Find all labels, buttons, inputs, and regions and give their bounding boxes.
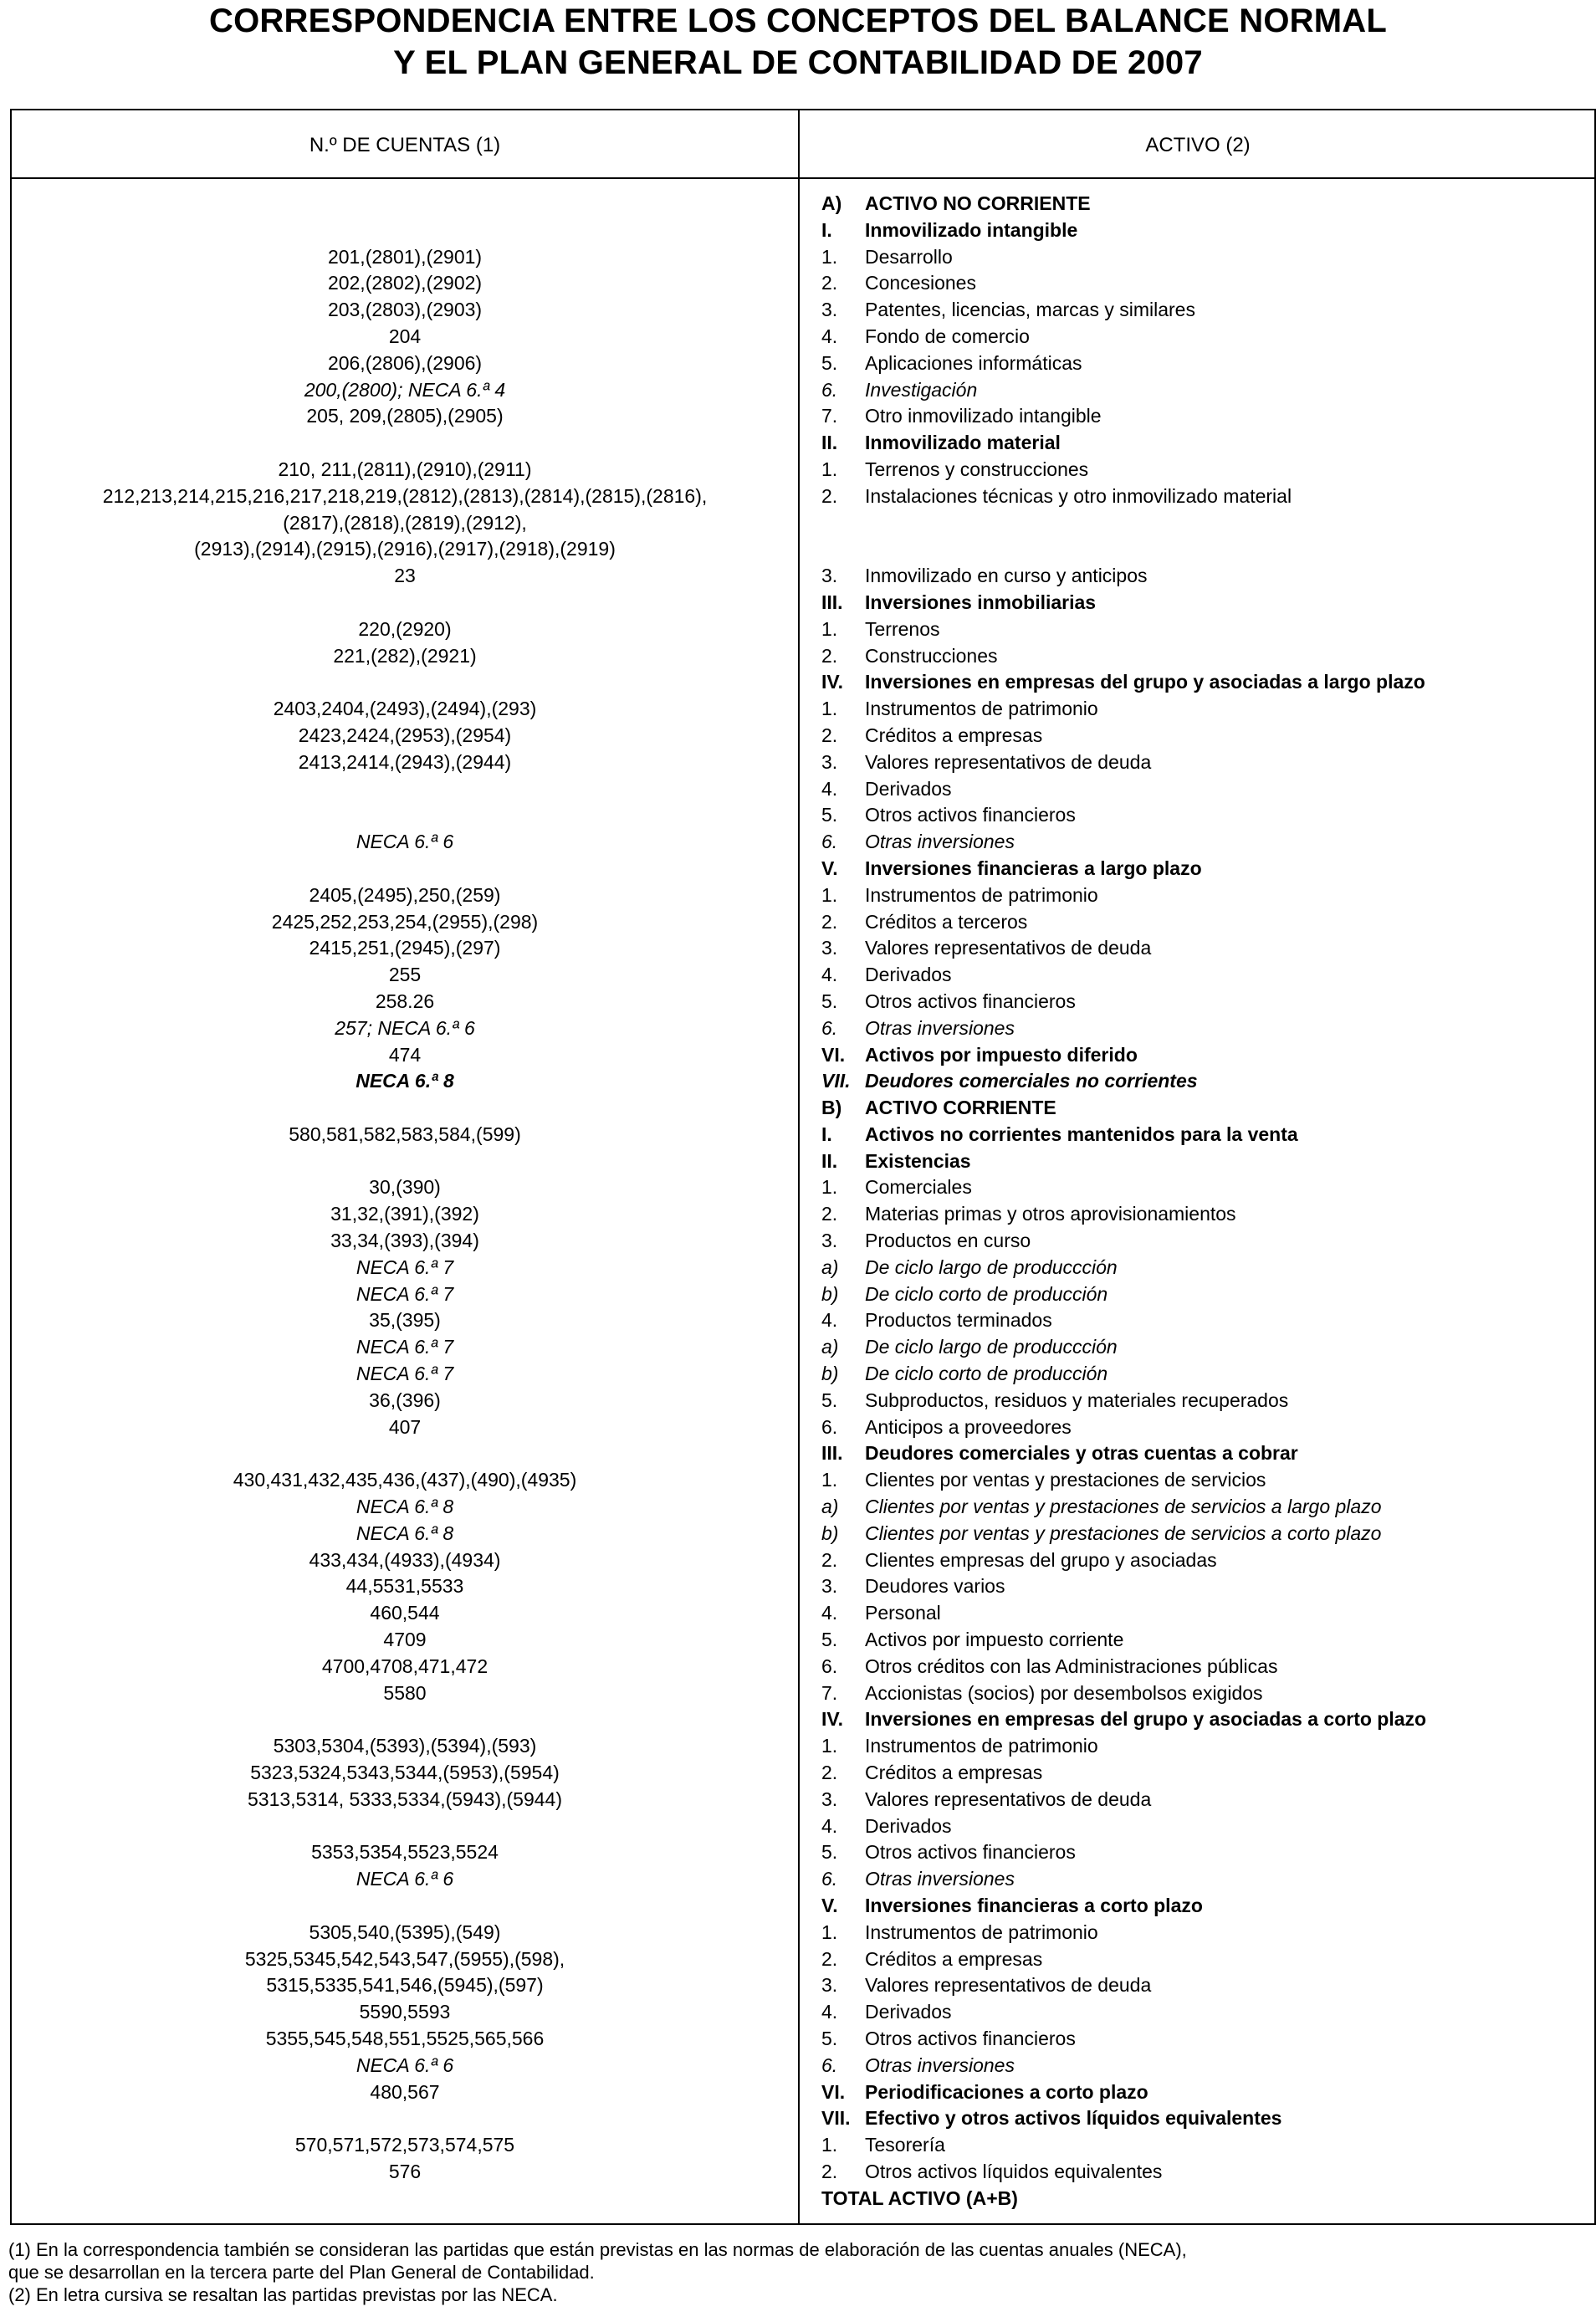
item-label: Terrenos xyxy=(865,617,940,640)
table-row xyxy=(12,2159,1594,2186)
footnote-2: (2) En letra cursiva se resaltan las partidas previstas por las NECA. xyxy=(8,2284,558,2305)
item-label: Créditos a empresas xyxy=(865,1762,1043,1784)
item-label: Otros activos financieros xyxy=(865,1841,1076,1864)
item-number: 1. xyxy=(821,458,838,480)
item-number: 6. xyxy=(821,1016,838,1039)
item-number: B) xyxy=(821,1097,842,1119)
item-label: Otras inversiones xyxy=(865,831,1015,853)
table-header-row xyxy=(12,110,1594,179)
item-label: Deudores varios xyxy=(865,1575,1005,1598)
header-accounts: N.º DE CUENTAS (1) xyxy=(309,134,501,156)
table-row xyxy=(12,1095,1594,1122)
item-number: 4. xyxy=(821,964,838,986)
item-label: Valores representativos de deuda xyxy=(865,1974,1152,1997)
table-row xyxy=(12,1813,1594,1840)
item-number: b) xyxy=(821,1363,839,1385)
table-row xyxy=(12,1999,1594,2026)
item-number: VI. xyxy=(821,2080,846,2103)
item-number: VII. xyxy=(821,2107,851,2130)
footnote-1: (1) En la correspondencia también se consideran las partidas que están previstas en las normas de elaboración de las cuentas anuales (NECA), xyxy=(8,2239,1187,2260)
account-codes: 5590,5593 xyxy=(359,2001,451,2023)
item-number: A) xyxy=(821,192,842,214)
table-row xyxy=(12,1521,1594,1547)
item-label: Deudores comerciales y otras cuentas a cobrar xyxy=(865,1442,1298,1465)
item-label: Clientes por ventas y prestaciones de servicios a corto plazo xyxy=(865,1522,1382,1544)
item-label: Créditos a empresas xyxy=(865,724,1043,746)
account-codes: 210, 211,(2811),(2910),(2911) xyxy=(278,458,532,480)
table-row xyxy=(12,1440,1594,1467)
table-row xyxy=(12,1334,1594,1361)
table-row xyxy=(12,1174,1594,1201)
account-codes: 430,431,432,435,436,(437),(490),(4935) xyxy=(233,1469,577,1491)
account-codes: NECA 6.ª 6 xyxy=(356,831,454,853)
item-label: Otros activos financieros xyxy=(865,804,1076,826)
item-number: 4. xyxy=(821,777,838,800)
item-label: Comerciales xyxy=(865,1176,972,1199)
account-codes: 5313,5314, 5333,5334,(5943),(5944) xyxy=(248,1788,562,1810)
item-number: II. xyxy=(821,1149,838,1172)
table-row xyxy=(12,1627,1594,1654)
item-number: IV. xyxy=(821,671,844,693)
item-label: TOTAL ACTIVO (A+B) xyxy=(821,2186,1018,2209)
item-label: Clientes por ventas y prestaciones de servicios xyxy=(865,1469,1266,1491)
item-label: Valores representativos de deuda xyxy=(865,937,1152,959)
table-row xyxy=(12,1787,1594,1813)
account-codes: NECA 6.ª 7 xyxy=(356,1256,454,1278)
account-codes: (2913),(2914),(2915),(2916),(2917),(2918),(2919) xyxy=(194,538,616,560)
account-codes: 221,(282),(2921) xyxy=(333,644,477,667)
item-label: Otras inversiones xyxy=(865,2053,1015,2076)
item-number: 7. xyxy=(821,1681,838,1704)
item-label: Derivados xyxy=(865,1814,952,1837)
item-number: 5. xyxy=(821,990,838,1012)
item-number: 2. xyxy=(821,2160,838,2182)
table-row xyxy=(12,616,1594,643)
item-number: 3. xyxy=(821,565,838,587)
account-codes: NECA 6.ª 6 xyxy=(356,1868,454,1890)
item-number: 1. xyxy=(821,883,838,906)
account-codes: NECA 6.ª 8 xyxy=(356,1522,454,1544)
table-row xyxy=(12,563,1594,590)
table-row xyxy=(12,457,1594,483)
item-number: 3. xyxy=(821,750,838,773)
table-row xyxy=(12,1388,1594,1414)
table-row xyxy=(12,1255,1594,1281)
account-codes: 2405,(2495),250,(259) xyxy=(309,883,501,906)
account-codes: 258.26 xyxy=(375,990,435,1012)
table-row xyxy=(12,483,1594,510)
item-number: 3. xyxy=(821,1788,838,1810)
account-codes: 2403,2404,(2493),(2494),(293) xyxy=(273,698,537,720)
header-assets: ACTIVO (2) xyxy=(1145,134,1251,156)
item-number: 2. xyxy=(821,1762,838,1784)
account-codes: NECA 6.ª 7 xyxy=(356,1363,454,1385)
item-number: 4. xyxy=(821,1309,838,1332)
table-row xyxy=(12,217,1594,244)
item-label: Inmovilizado material xyxy=(865,432,1061,454)
table-row xyxy=(12,2026,1594,2053)
item-label: ACTIVO CORRIENTE xyxy=(865,1097,1056,1119)
account-codes: NECA 6.ª 8 xyxy=(356,1070,454,1092)
table-row xyxy=(12,1042,1594,1069)
account-codes: 570,571,572,573,574,575 xyxy=(294,2134,515,2156)
item-number: 1. xyxy=(821,245,838,268)
item-number: 1. xyxy=(821,1921,838,1943)
item-label: Patentes, licencias, marcas y similares xyxy=(865,299,1195,321)
item-label: Terrenos y construcciones xyxy=(865,458,1089,480)
item-number: 2. xyxy=(821,910,838,933)
item-label: Activos no corrientes mantenidos para la venta xyxy=(865,1123,1298,1145)
account-codes: 35,(395) xyxy=(369,1309,441,1332)
item-label: De ciclo corto de producción xyxy=(865,1282,1108,1305)
item-label: Materias primas y otros aprovisionamientos xyxy=(865,1203,1236,1225)
table-row xyxy=(12,1839,1594,1866)
table-row xyxy=(12,962,1594,989)
table-row xyxy=(12,696,1594,723)
account-codes: NECA 6.ª 7 xyxy=(356,1282,454,1305)
item-label: Inversiones inmobiliarias xyxy=(865,591,1097,613)
account-codes: 5580 xyxy=(383,1681,427,1704)
table-row xyxy=(12,829,1594,856)
item-number: 4. xyxy=(821,1814,838,1837)
item-label: Fondo de comercio xyxy=(865,325,1030,347)
item-label: ACTIVO NO CORRIENTE xyxy=(865,192,1091,214)
item-number: 4. xyxy=(821,2001,838,2023)
account-codes: 36,(396) xyxy=(369,1389,441,1411)
item-number: I. xyxy=(821,218,832,241)
item-number: 6. xyxy=(821,1868,838,1890)
item-number: 5. xyxy=(821,2027,838,2049)
item-number: 2. xyxy=(821,724,838,746)
item-number: 6. xyxy=(821,1415,838,1438)
item-label: Inversiones financieras a largo plazo xyxy=(865,857,1202,879)
item-label: Tesorería xyxy=(865,2134,945,2156)
table-row xyxy=(12,1866,1594,1893)
item-label: Otros activos financieros xyxy=(865,990,1076,1012)
item-number: 2. xyxy=(821,1203,838,1225)
table-row xyxy=(12,1654,1594,1680)
item-number: 5. xyxy=(821,1389,838,1411)
item-number: 5. xyxy=(821,804,838,826)
account-codes: 5325,5345,542,543,547,(5955),(598), xyxy=(244,1947,565,1970)
account-codes: 23 xyxy=(394,565,416,587)
account-codes: 204 xyxy=(388,325,422,347)
item-label: De ciclo largo de produccción xyxy=(865,1336,1118,1358)
table-row xyxy=(12,776,1594,803)
item-label: Deudores comerciales no corrientes xyxy=(865,1070,1198,1092)
account-codes: 255 xyxy=(388,964,422,986)
table-row xyxy=(12,1467,1594,1494)
item-label: Existencias xyxy=(865,1149,971,1172)
item-label: Clientes por ventas y prestaciones de servicios a largo plazo xyxy=(865,1496,1382,1518)
item-label: Desarrollo xyxy=(865,245,953,268)
account-codes: 5355,545,548,551,5525,565,566 xyxy=(265,2027,545,2049)
item-label: Productos terminados xyxy=(865,1309,1052,1332)
item-number: a) xyxy=(821,1256,839,1278)
item-label: Productos en curso xyxy=(865,1230,1031,1252)
account-codes: 5303,5304,(5393),(5394),(593) xyxy=(273,1735,537,1757)
item-label: Otros créditos con las Administraciones públicas xyxy=(865,1655,1278,1677)
item-number: 1. xyxy=(821,1176,838,1199)
item-label: Otras inversiones xyxy=(865,1016,1015,1039)
item-number: III. xyxy=(821,591,843,613)
item-label: Inversiones en empresas del grupo y asociadas a largo plazo xyxy=(865,671,1425,693)
table-row xyxy=(12,244,1594,271)
table-row xyxy=(12,1972,1594,1999)
table-row xyxy=(12,749,1594,776)
account-codes: 200,(2800); NECA 6.ª 4 xyxy=(304,378,506,401)
item-number: 2. xyxy=(821,644,838,667)
table-row xyxy=(12,1414,1594,1441)
item-number: V. xyxy=(821,1895,838,1916)
item-label: Activos por impuesto diferido xyxy=(865,1043,1138,1066)
table-row xyxy=(12,802,1594,829)
item-label: Valores representativos de deuda xyxy=(865,1788,1152,1810)
table-body xyxy=(12,191,1594,2212)
item-label: Instrumentos de patrimonio xyxy=(865,698,1098,720)
table-row xyxy=(12,909,1594,936)
table-row xyxy=(12,1600,1594,1627)
table-row xyxy=(12,536,1594,563)
item-label: Instrumentos de patrimonio xyxy=(865,883,1098,906)
table-row xyxy=(12,1148,1594,1175)
item-label: Instrumentos de patrimonio xyxy=(865,1735,1098,1757)
account-codes: 30,(390) xyxy=(369,1176,441,1199)
item-number: b) xyxy=(821,1282,839,1305)
item-number: I. xyxy=(821,1123,832,1145)
item-label: Anticipos a proveedores xyxy=(865,1415,1072,1438)
item-number: 2. xyxy=(821,1548,838,1571)
account-codes: 4709 xyxy=(383,1629,427,1651)
item-label: Otras inversiones xyxy=(865,1868,1015,1890)
account-codes: NECA 6.ª 8 xyxy=(356,1496,454,1518)
item-label: Inversiones financieras a corto plazo xyxy=(865,1895,1203,1916)
item-number: 5. xyxy=(821,351,838,374)
table-row xyxy=(12,856,1594,882)
item-number: IV. xyxy=(821,1708,844,1731)
item-label: Inversiones en empresas del grupo y asociadas a corto plazo xyxy=(865,1708,1427,1731)
item-number: 5. xyxy=(821,1629,838,1651)
account-codes: 460,544 xyxy=(370,1602,440,1624)
table-row xyxy=(12,2079,1594,2106)
item-number: 3. xyxy=(821,1230,838,1252)
account-codes: 474 xyxy=(388,1043,422,1066)
table-row xyxy=(12,1547,1594,1574)
item-label: Aplicaciones informáticas xyxy=(865,351,1082,374)
account-codes: 2423,2424,(2953),(2954) xyxy=(298,724,512,746)
item-number: VII. xyxy=(821,1070,851,1092)
table-row xyxy=(12,270,1594,297)
table-row xyxy=(12,2186,1594,2212)
item-number: 3. xyxy=(821,1575,838,1598)
table-row xyxy=(12,1201,1594,1228)
table-row xyxy=(12,1706,1594,1733)
account-codes: 433,434,(4933),(4934) xyxy=(309,1548,501,1571)
table-row xyxy=(12,1893,1594,1920)
account-codes: NECA 6.ª 6 xyxy=(356,2053,454,2076)
item-number: 2. xyxy=(821,1947,838,1970)
table-row xyxy=(12,1680,1594,1707)
item-number: 1. xyxy=(821,1735,838,1757)
item-number: 1. xyxy=(821,617,838,640)
item-label: Instalaciones técnicas y otro inmovilizado material xyxy=(865,484,1292,507)
correspondence-table xyxy=(10,109,1596,2225)
item-label: Subproductos, residuos y materiales recuperados xyxy=(865,1389,1289,1411)
item-label: Créditos a terceros xyxy=(865,910,1028,933)
account-codes: 212,213,214,215,216,217,218,219,(2812),(2813),(2814),(2815),(2816), xyxy=(102,484,708,507)
account-codes: (2817),(2818),(2819),(2912), xyxy=(283,511,527,534)
table-row xyxy=(12,723,1594,749)
item-label: Personal xyxy=(865,1602,941,1624)
table-row xyxy=(12,935,1594,962)
item-number: 6. xyxy=(821,2053,838,2076)
account-codes: 2415,251,(2945),(297) xyxy=(309,937,501,959)
item-label: Derivados xyxy=(865,2001,952,2023)
table-row xyxy=(12,1122,1594,1148)
account-codes: 257; NECA 6.ª 6 xyxy=(335,1016,475,1039)
table-row xyxy=(12,1281,1594,1308)
account-codes: 5305,540,(5395),(549) xyxy=(309,1921,501,1943)
item-number: VI. xyxy=(821,1043,846,1066)
title-line-2: Y EL PLAN GENERAL DE CONTABILIDAD DE 2007 xyxy=(393,44,1203,81)
table-row xyxy=(12,430,1594,457)
account-codes: 201,(2801),(2901) xyxy=(327,245,483,268)
page-title xyxy=(0,0,1596,84)
item-number: 1. xyxy=(821,1469,838,1491)
item-label: Otro inmovilizado intangible xyxy=(865,405,1102,427)
item-label: Periodificaciones a corto plazo xyxy=(865,2080,1148,2103)
table-row xyxy=(12,1494,1594,1521)
item-number: 6. xyxy=(821,378,838,401)
account-codes: NECA 6.ª 7 xyxy=(356,1336,454,1358)
item-label: Valores representativos de deuda xyxy=(865,750,1152,773)
table-row xyxy=(12,2105,1594,2132)
table-row xyxy=(12,1733,1594,1760)
item-label: Inmovilizado intangible xyxy=(865,218,1078,241)
item-number: b) xyxy=(821,1522,839,1544)
item-label: Inmovilizado en curso y anticipos xyxy=(865,565,1148,587)
table-row xyxy=(12,510,1594,537)
item-number: 6. xyxy=(821,1655,838,1677)
table-row xyxy=(12,643,1594,670)
item-label: Créditos a empresas xyxy=(865,1947,1043,1970)
account-codes: 4700,4708,471,472 xyxy=(321,1655,489,1677)
item-label: Otros activos líquidos equivalentes xyxy=(865,2160,1163,2182)
footnote-1-cont: que se desarrollan en la tercera parte del Plan General de Contabilidad. xyxy=(8,2262,595,2283)
table-row xyxy=(12,191,1594,217)
account-codes: 5315,5335,541,546,(5945),(597) xyxy=(266,1974,544,1997)
account-codes: 44,5531,5533 xyxy=(345,1575,464,1598)
item-label: Otros activos financieros xyxy=(865,2027,1076,2049)
account-codes: 203,(2803),(2903) xyxy=(327,299,483,321)
footnotes xyxy=(8,2238,1589,2306)
item-number: 5. xyxy=(821,1841,838,1864)
account-codes: 480,567 xyxy=(370,2080,440,2103)
account-codes: 2425,252,253,254,(2955),(298) xyxy=(271,910,539,933)
table-row xyxy=(12,2053,1594,2079)
item-number: a) xyxy=(821,1336,839,1358)
table-row xyxy=(12,2132,1594,2159)
table-row xyxy=(12,1015,1594,1042)
account-codes: 202,(2802),(2902) xyxy=(327,272,483,294)
item-label: Efectivo y otros activos líquidos equivalentes xyxy=(865,2107,1282,2130)
table-row xyxy=(12,1920,1594,1946)
account-codes: 2413,2414,(2943),(2944) xyxy=(298,750,512,773)
table-row xyxy=(12,403,1594,430)
table-row xyxy=(12,1361,1594,1388)
item-label: Clientes empresas del grupo y asociadas xyxy=(865,1548,1217,1571)
account-codes: 5353,5354,5523,5524 xyxy=(311,1841,499,1864)
account-codes: 580,581,582,583,584,(599) xyxy=(289,1123,521,1145)
account-codes: 31,32,(391),(392) xyxy=(330,1203,479,1225)
item-number: 4. xyxy=(821,325,838,347)
account-codes: 206,(2806),(2906) xyxy=(327,351,483,374)
table-row xyxy=(12,1946,1594,1973)
item-label: Investigación xyxy=(865,378,978,401)
item-label: Accionistas (socios) por desembolsos exigidos xyxy=(865,1681,1263,1704)
table-row xyxy=(12,669,1594,696)
account-codes: 407 xyxy=(388,1415,422,1438)
item-label: De ciclo corto de producción xyxy=(865,1363,1108,1385)
account-codes: 5323,5324,5343,5344,(5953),(5954) xyxy=(250,1762,560,1784)
item-number: 3. xyxy=(821,1974,838,1997)
item-number: 6. xyxy=(821,831,838,853)
table-row xyxy=(12,590,1594,616)
item-number: II. xyxy=(821,432,838,454)
item-number: 7. xyxy=(821,405,838,427)
item-number: 4. xyxy=(821,1602,838,1624)
item-number: a) xyxy=(821,1496,839,1518)
table-row xyxy=(12,324,1594,350)
item-label: De ciclo largo de produccción xyxy=(865,1256,1118,1278)
item-number: 1. xyxy=(821,2134,838,2156)
table-row xyxy=(12,377,1594,404)
account-codes: 205, 209,(2805),(2905) xyxy=(306,405,504,427)
table-row xyxy=(12,1573,1594,1600)
item-number: 3. xyxy=(821,937,838,959)
item-number: 2. xyxy=(821,484,838,507)
table-row xyxy=(12,1760,1594,1787)
item-label: Derivados xyxy=(865,777,952,800)
table-row xyxy=(12,1068,1594,1095)
table-row xyxy=(12,350,1594,377)
item-label: Construcciones xyxy=(865,644,998,667)
account-codes: 220,(2920) xyxy=(358,617,452,640)
title-line-1: CORRESPONDENCIA ENTRE LOS CONCEPTOS DEL BALANCE NORMAL xyxy=(209,3,1387,39)
table-row xyxy=(12,882,1594,909)
table-row xyxy=(12,297,1594,324)
item-label: Instrumentos de patrimonio xyxy=(865,1921,1098,1943)
item-label: Concesiones xyxy=(865,272,976,294)
item-label: Derivados xyxy=(865,964,952,986)
item-number: 3. xyxy=(821,299,838,321)
item-number: III. xyxy=(821,1442,843,1465)
item-number: 2. xyxy=(821,272,838,294)
table-row xyxy=(12,1307,1594,1334)
table-row xyxy=(12,989,1594,1015)
table-row xyxy=(12,1228,1594,1255)
item-number: 1. xyxy=(821,698,838,720)
account-codes: 576 xyxy=(388,2160,422,2182)
item-number: V. xyxy=(821,857,838,879)
item-label: Activos por impuesto corriente xyxy=(865,1629,1124,1651)
account-codes: 33,34,(393),(394) xyxy=(330,1230,479,1252)
